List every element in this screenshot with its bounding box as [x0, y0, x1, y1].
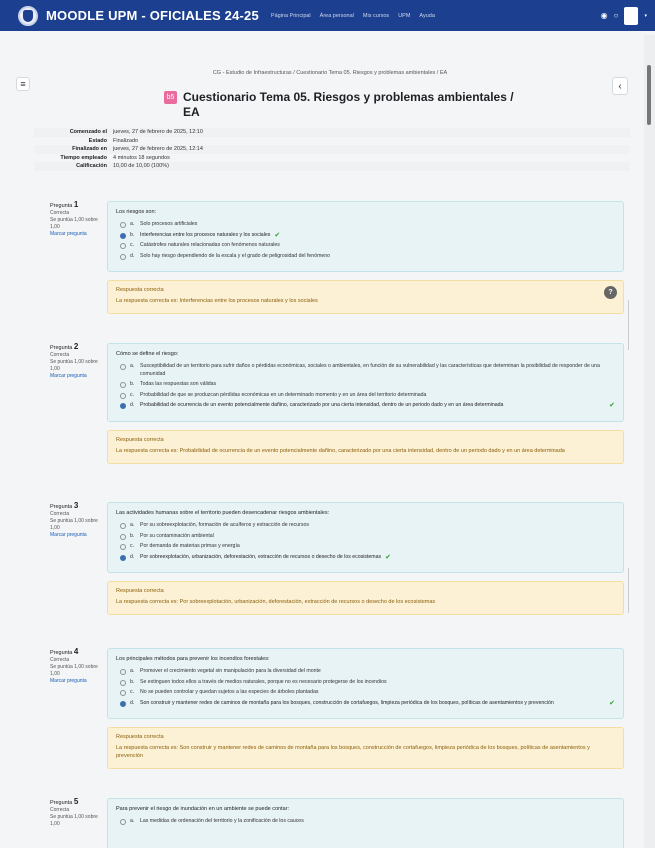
summary-row: [34, 128, 630, 137]
question-state: Correcta: [50, 352, 70, 358]
summary-label: Tiempo empleado: [60, 154, 107, 161]
question-text: Las actividades humanas sobre el territorio pueden desencadenar riesgos ambientales:: [116, 510, 330, 516]
answer-letter: a.: [130, 668, 135, 674]
feedback-box: [107, 430, 624, 464]
answer-letter: b.: [130, 678, 135, 685]
summary-label: Estado: [88, 137, 107, 144]
answer-text: Susceptibilidad de un territorio para sufrir daños o pérdidas económicas, sociales o ambientales, en función de su vulnerabilidad y las características que determinan la posibilidad de responder de una comunidad: [140, 363, 600, 377]
answer-text: No se pueden controlar y quedan sujetos a las especies de árboles plantadas: [140, 689, 319, 695]
answer-option[interactable]: [116, 668, 615, 676]
question-text: Los principales métodos para prevenir los incendios forestales:: [116, 656, 270, 662]
summary-label: Comenzado el: [69, 129, 107, 135]
university-logo[interactable]: [18, 6, 38, 26]
open-block-drawer-button[interactable]: [612, 77, 628, 95]
check-icon: ✔: [385, 553, 391, 561]
answer-text: Probabilidad de que se produzcan pérdidas económicas en un determinado momento y en un área del territorio determinada: [140, 391, 427, 398]
answer-option[interactable]: [116, 392, 615, 400]
bell-icon[interactable]: ◉: [600, 11, 608, 20]
answer-text: Probabilidad de ocurrencia de un evento potencialmente dañino, caracterizado por una cierta intensidad, dentro de un periodo dado y en un área determinada: [140, 402, 504, 408]
nav-link-home[interactable]: Página Principal: [270, 12, 311, 19]
question-content: [107, 502, 624, 615]
answer-letter: d.: [130, 252, 135, 259]
logo-shield: [23, 10, 33, 22]
question-info: [50, 648, 102, 685]
help-icon[interactable]: ?: [604, 286, 617, 299]
feedback-title: Respuesta correcta: [116, 436, 164, 443]
radio-button[interactable]: [120, 534, 126, 540]
answer-letter: c.: [130, 242, 135, 248]
answer-option[interactable]: [116, 543, 615, 551]
answer-option[interactable]: [116, 522, 615, 530]
answer-option[interactable]: [116, 818, 615, 826]
check-icon: ✔: [609, 402, 615, 409]
question-number: Pregunta 1: [50, 200, 79, 209]
question-content: [107, 798, 624, 848]
radio-button[interactable]: [120, 690, 126, 696]
question-info: [50, 343, 102, 380]
answer-letter: a.: [130, 363, 135, 369]
page-scrollbar[interactable]: [644, 35, 655, 848]
chevron-left-icon: ‹: [618, 80, 622, 92]
quiz-icon: b5: [164, 91, 177, 104]
answer-option[interactable]: [116, 232, 615, 240]
radio-button-checked[interactable]: [120, 233, 126, 239]
scrollbar-thumb[interactable]: [647, 65, 651, 125]
answer-option[interactable]: [116, 242, 615, 250]
question-mark: Se puntúa 1,00 sobre 1,00: [50, 217, 98, 230]
feedback-box: [107, 280, 624, 314]
radio-button[interactable]: [120, 680, 126, 686]
answer-option[interactable]: [116, 689, 615, 697]
top-navbar: [0, 0, 655, 31]
feedback-text: La respuesta correcta es: Probabilidad de ocurrencia de un evento potencialmente dañino, caracterizado por una cierta intensidad, dentro de un periodo dado y en un área determinada: [116, 447, 565, 454]
answer-text: Por sobreexplotación, urbanización, deforestación, extracción de recursos o desecho de los ecosistemas: [140, 553, 382, 560]
feedback-text: La respuesta correcta es: Por sobreexplotación, urbanización, deforestación, extracción de recursos o desecho de los ecosistemas: [116, 599, 436, 605]
radio-button[interactable]: [120, 364, 126, 370]
feedback-title: Respuesta correcta: [116, 287, 164, 293]
radio-button[interactable]: [120, 544, 126, 550]
feedback-text: La respuesta correcta es: Son construir y mantener redes de caminos de montaña para los bosques, construcción de cortafuegos, limpieza periódica de los bosques, políticas de asentamientos y prevención: [116, 745, 590, 759]
nav-link-dashboard[interactable]: Área personal: [319, 12, 354, 19]
summary-label: Finalizado en: [72, 146, 107, 152]
question-mark: Se puntúa 1,00 sobre 1,00: [50, 359, 98, 372]
scroll-marker: [628, 568, 629, 613]
radio-button[interactable]: [120, 222, 126, 228]
question-content: [107, 648, 624, 769]
question-mark: Se puntúa 1,00 sobre 1,00: [50, 664, 98, 677]
flag-question-link[interactable]: Marcar pregunta: [50, 532, 87, 538]
feedback-title: Respuesta correcta: [116, 734, 164, 740]
radio-button-checked[interactable]: [120, 403, 126, 409]
summary-row: [34, 162, 630, 171]
summary-row: [34, 145, 630, 154]
answer-text: Las medidas de ordenación del territorio y la zonificación de los cauces: [140, 818, 304, 824]
answer-text: Todas las respuestas son válidas: [140, 381, 217, 387]
site-name[interactable]: MOODLE UPM - OFICIALES 24-25: [46, 8, 259, 23]
answer-option[interactable]: [116, 402, 615, 410]
answer-text: Por demanda de materias primas y energía: [140, 543, 240, 549]
radio-button[interactable]: [120, 393, 126, 399]
feedback-text: La respuesta correcta es: Interferencias entre los procesos naturales y los sociales: [116, 298, 318, 304]
flag-question-link[interactable]: Marcar pregunta: [50, 231, 87, 237]
question-formulation: [107, 343, 624, 422]
radio-button[interactable]: [120, 819, 126, 825]
answer-text: Por su sobreexplotación, formación de acuíferos y extracción de recursos: [140, 522, 309, 528]
radio-button[interactable]: [120, 243, 126, 249]
summary-value: jueves, 27 de febrero de 2025, 12:14: [113, 146, 203, 152]
attempt-summary-table: [34, 128, 630, 171]
answer-text: Son construir y mantener redes de caminos de montaña para los bosques, construcción de cortafuegos, limpieza periódica de los bosques, políticas de asentamientos y prevención: [140, 699, 554, 706]
nav-right: [601, 7, 647, 25]
question-state: Correcta: [50, 210, 70, 216]
summary-value: 4 minutos 18 segundos: [113, 154, 170, 161]
question-number: Pregunta 2: [50, 342, 79, 351]
question-state: Correcta: [50, 657, 70, 663]
answer-text: Interferencias entre los procesos naturales y los sociales: [140, 231, 271, 238]
radio-button[interactable]: [120, 254, 126, 260]
chat-icon[interactable]: ○: [613, 11, 619, 20]
radio-button[interactable]: [120, 382, 126, 388]
answer-text: Se extinguen todos ellos a través de medios naturales, porque no es necesario protegerse de los incendios: [140, 678, 387, 685]
radio-button-checked[interactable]: [120, 555, 126, 561]
answer-option[interactable]: [116, 533, 615, 541]
question-formulation: [107, 201, 624, 272]
breadcrumb[interactable]: CG - Estudio de Infraestructuras / Cuestionario Tema 05. Riesgos y problemas ambientales / EA: [212, 70, 448, 76]
user-avatar[interactable]: [624, 7, 638, 25]
question-text: Los riesgos son:: [116, 209, 157, 215]
page-title: Cuestionario Tema 05. Riesgos y problemas ambientales / EA: [183, 90, 514, 119]
question-number: Pregunta 4: [50, 647, 79, 656]
feedback-box: [107, 727, 624, 769]
answer-letter: d.: [130, 402, 135, 408]
feedback-title: Respuesta correcta: [116, 588, 164, 594]
question-formulation: [107, 502, 624, 573]
nav-link-upm[interactable]: UPM: [398, 12, 411, 19]
nav-link-my-courses[interactable]: Mis cursos: [362, 12, 390, 19]
answer-text: Catástrofes naturales relacionadas con fenómenos naturales: [140, 242, 280, 248]
radio-button[interactable]: [120, 523, 126, 529]
question-mark: Se puntúa 1,00 sobre 1,00: [50, 518, 98, 531]
feedback-box: [107, 581, 624, 615]
question-formulation: [107, 648, 624, 719]
page-header: [164, 90, 524, 120]
summary-row: [34, 137, 630, 146]
answer-text: Solo procesos artificiales: [140, 221, 198, 227]
answer-letter: a.: [130, 221, 135, 227]
question-state: Correcta: [50, 807, 70, 813]
question-formulation: [107, 798, 624, 848]
answer-letter: d.: [130, 553, 135, 560]
summary-row: [34, 154, 630, 163]
question-number: Pregunta 3: [50, 501, 79, 510]
answer-text: Por su contaminación ambiental: [140, 532, 214, 539]
nav-links: [271, 13, 435, 19]
summary-value: 10,00 de 10,00 (100%): [113, 163, 169, 169]
answer-letter: c.: [130, 391, 135, 398]
answer-text: Promover el crecimiento vegetal sin manipulación para la diversidad del monte: [140, 668, 321, 674]
question-content: [107, 201, 624, 314]
question-text: Cómo se define el riesgo:: [116, 351, 179, 357]
question-mark: Se puntúa 1,00 sobre 1,00: [50, 814, 98, 827]
radio-button[interactable]: [120, 669, 126, 675]
answer-option[interactable]: [116, 221, 615, 229]
question-state: Correcta: [50, 511, 70, 517]
check-icon: ✔: [274, 231, 281, 239]
answer-option[interactable]: [116, 253, 615, 261]
open-course-index-button[interactable]: [16, 77, 30, 91]
answer-letter: c.: [130, 543, 135, 549]
answer-letter: d.: [130, 699, 135, 706]
chevron-down-icon[interactable]: ▾: [644, 12, 647, 19]
question-content: [107, 343, 624, 464]
nav-link-help[interactable]: Ayuda: [419, 12, 435, 19]
menu-icon: ≡: [20, 79, 26, 89]
summary-value: jueves, 27 de febrero de 2025, 12:10: [113, 129, 203, 135]
answer-letter: a.: [130, 818, 135, 824]
answer-letter: b.: [130, 532, 135, 539]
answer-option[interactable]: [116, 381, 615, 389]
question-text: Para prevenir el riesgo de inundación en un ambiente se puede contar:: [116, 806, 290, 812]
answer-letter: c.: [130, 689, 135, 695]
answer-letter: b.: [130, 381, 135, 387]
summary-label: Calificación: [76, 163, 107, 169]
answer-option[interactable]: [116, 554, 615, 562]
radio-button-checked[interactable]: [120, 701, 126, 707]
answer-letter: b.: [130, 231, 135, 238]
summary-value: Finalizado: [113, 137, 139, 144]
scroll-marker: [628, 300, 629, 350]
answer-text: Solo hay riesgo dependiendo de la escala y el grado de peligrosidad del fenómeno: [140, 252, 331, 259]
answer-option[interactable]: [116, 700, 615, 708]
check-icon: ✔: [609, 699, 615, 707]
answer-option[interactable]: [116, 363, 615, 378]
question-info: [50, 201, 102, 238]
answer-letter: a.: [130, 522, 135, 528]
answer-option[interactable]: [116, 679, 615, 687]
question-info: [50, 798, 102, 828]
flag-question-link[interactable]: Marcar pregunta: [50, 678, 87, 684]
question-info: [50, 502, 102, 539]
question-number: Pregunta 5: [50, 797, 79, 806]
flag-question-link[interactable]: Marcar pregunta: [50, 373, 87, 379]
